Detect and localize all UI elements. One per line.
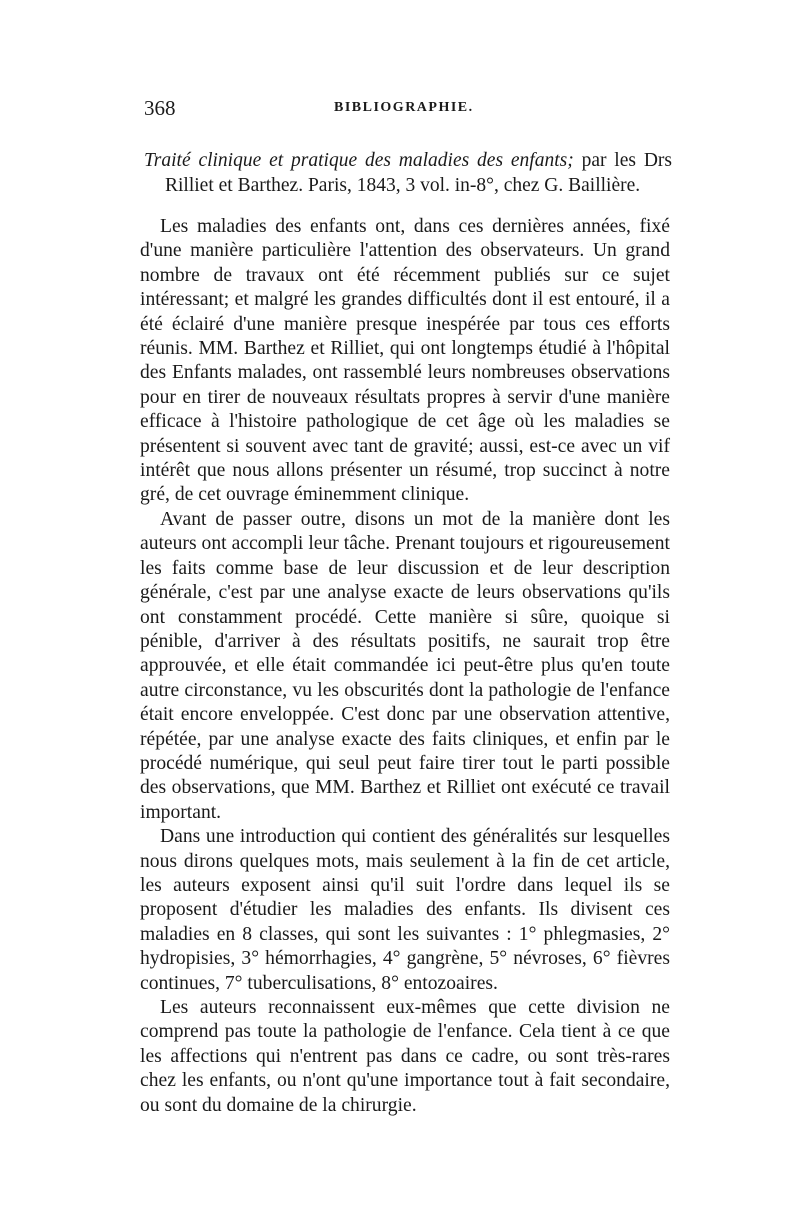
paragraph: Dans une introduction qui contient des généralités sur lesquelles nous dirons quelques mots, mais seulement à la fin de cet article, les auteurs exposent ainsi qu'il suit l'ordre dans lequel ils se proposent d'étudier les maladies des enfants. Ils divisent ces maladies en 8 classes, qui sont les suivantes : 1° phlegmasies, 2° hydropisies, 3° hémorrhagies, 4° gangrène, 5° névroses, 6° fièvres continues, 7° tuberculisations, 8° entozoaires.: [140, 826, 670, 994]
book-publication-details: par les Drs Rilliet et Barthez. Paris, 1843, 3 vol. in-8°, chez G. Baillière.: [165, 150, 672, 196]
review-body: [140, 215, 670, 1118]
book-citation: [144, 148, 672, 198]
paragraph: Les auteurs reconnaissent eux-mêmes que cette division ne comprend pas toute la pathologie de l'enfance. Cela tient à ce que les affections qui n'entrent pas dans ce cadre, ou sont très-rares chez les enfants, ou n'ont qu'une importance tout à fait secondaire, ou sont du domaine de la chirurgie.: [140, 997, 670, 1116]
page-number: 368: [144, 96, 176, 120]
page-header: [144, 96, 669, 126]
paragraph: Les maladies des enfants ont, dans ces dernières années, fixé d'une manière particulière l'attention des observateurs. Un grand nombre de travaux ont été récemment publiés sur ce sujet intéressant; et malgré les grandes difficultés dont il est entouré, il a été éclairé d'une manière presque inespérée par tous ces efforts réunis. MM. Barthez et Rilliet, qui ont longtemps étudié à l'hôpital des Enfants malades, ont rassemblé leurs nombreuses observations pour en tirer de nouveaux résultats propres à servir d'une manière efficace à l'histoire pathologique de cet âge où les maladies se présentent si souvent avec tant de gravité; aussi, est-ce avec un vif intérêt que nous allons présenter un résumé, trop succinct à notre gré, de cet ouvrage éminemment clinique.: [140, 216, 670, 506]
paragraph: Avant de passer outre, disons un mot de la manière dont les auteurs ont accompli leur tâche. Prenant toujours et rigoureusement les faits comme base de leur discussion et de leur description générale, c'est par une analyse exacte de leurs observations qu'ils ont constamment procédé. Cette manière si sûre, quoique si pénible, d'arriver à des résultats positifs, ne saurait trop être approuvée, et elle était commandée ici peut-être plus qu'en toute autre circonstance, vu les obscurités dont la pathologie de l'enfance était encore enveloppée. C'est donc par une observation attentive, répétée, par une analyse exacte des faits cliniques, et enfin par le procédé numérique, qui seul peut faire tirer tout le parti possible des observations, que MM. Barthez et Rilliet ont exécuté ce travail important.: [140, 508, 670, 823]
book-title: Traité clinique et pratique des maladies des enfants;: [144, 150, 574, 171]
running-title: BIBLIOGRAPHIE.: [334, 100, 474, 115]
